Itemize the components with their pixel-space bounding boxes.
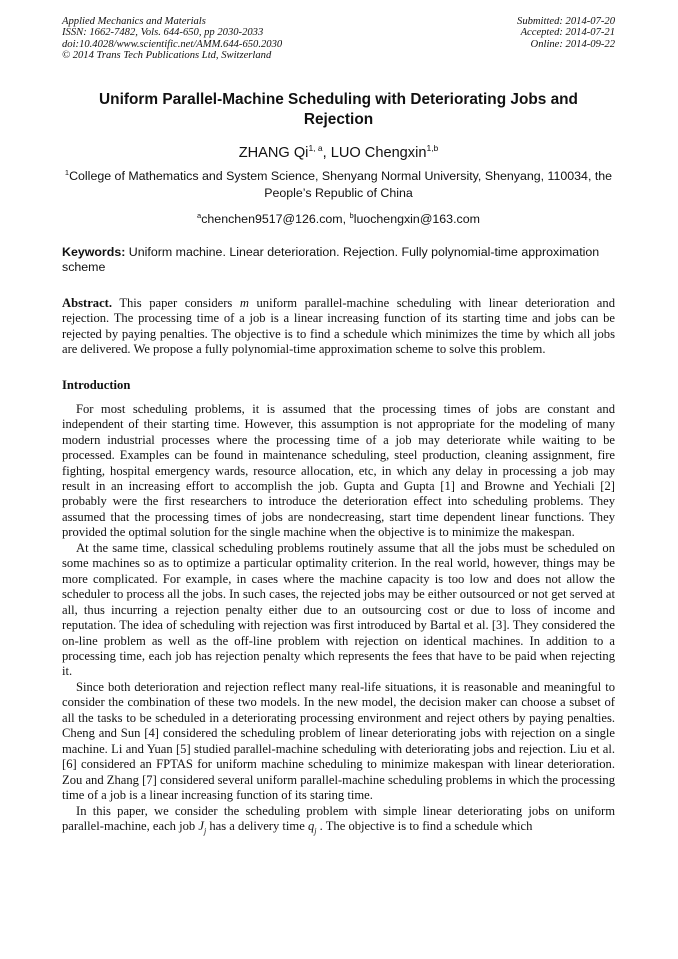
email-a[interactable]: chenchen9517@126.com <box>201 211 343 226</box>
abstract-pre: This paper considers <box>112 295 240 310</box>
p4-mid: has a delivery time <box>206 819 308 833</box>
keywords-label: Keywords: <box>62 244 126 259</box>
abstract <box>62 296 615 358</box>
intro-paragraph-1: For most scheduling problems, it is assumed that the processing times of jobs are constant and independent of their starting time. However, this assumption is not appropriate for the modeling of many modern industrial processes where the processing time of a job may deteriorate while waiting to be processed. Examples can be found in maintenance scheduling, steel production, cleaning assignment, fire fighting, hospital emergency wards, resource allocation, etc, in which any delay in processing a job may result in an increasing effort to accomplish the job. Gupta and Gupta [1] and Browne and Yechiali [2] probably were the first researchers to introduce the deterioration effect into scheduling problems. They assumed that the processing times of jobs are nondecreasing, start time dependent linear functions. They provided the optimal solution for the single machine when the objective is to minimize the makespan. <box>62 401 615 540</box>
abstract-var-m: m <box>239 295 249 310</box>
paper-page <box>62 16 615 839</box>
accepted-date: Accepted: 2014-07-21 <box>520 27 615 39</box>
intro-paragraph-4 <box>62 804 615 839</box>
email-b[interactable]: luochengxin@163.com <box>353 211 480 226</box>
email-sep: , <box>342 211 350 226</box>
author-sep: , <box>322 144 331 161</box>
authors <box>62 139 615 162</box>
affiliation <box>62 165 615 200</box>
affiliation-sup: 1 <box>64 168 70 178</box>
p4-sub-j: j <box>203 826 207 836</box>
intro-paragraph-3: Since both deterioration and rejection reflect many real-life situations, it is reasonable and meaningful to consider the combination of these two models. In the new model, the decision maker can choose a subset of all the tasks to be scheduled in a deteriorating processing environment and reject others by paying penalties. Cheng and Sun [4] considered the scheduling problem of linear deteriorating jobs with rejection on a single machine. Li and Yuan [5] studied parallel-machine scheduling with deteriorating jobs and rejection. Liu et al. [6] considered an FPTAS for uniform machine scheduling to minimize makespan with linear deterioration. Zou and Zhang [7] considered several uniform parallel-machine scheduling problems in which the processing time of a job is a linear increasing function of its staring time. <box>62 679 615 803</box>
email-a-sup: a <box>197 210 202 220</box>
author-2-sup: 1,b <box>426 142 439 153</box>
keywords <box>62 245 615 276</box>
issn-line: ISSN: 1662-7482, Vols. 644-650, pp 2030-2033 <box>62 27 264 39</box>
journal-name: Applied Mechanics and Materials <box>62 16 206 27</box>
section-heading-introduction: Introduction <box>62 378 131 393</box>
introduction-body <box>62 402 615 839</box>
doi-line: doi:10.4028/www.scientific.net/AMM.644-650.2030 <box>62 38 283 50</box>
dates-info <box>517 16 615 62</box>
abstract-label: Abstract. <box>62 295 113 310</box>
affiliation-text: College of Mathematics and System Science, Shenyang Normal University, Shenyang, 110034, the People’s Republic of China <box>69 169 613 200</box>
online-date: Online: 2014-09-22 <box>530 38 615 50</box>
author-emails <box>62 208 615 227</box>
journal-info <box>62 16 282 62</box>
author-1-sup: 1, a <box>308 142 323 153</box>
submitted-date: Submitted: 2014-07-20 <box>517 16 615 27</box>
title-line-2: Rejection <box>303 110 374 128</box>
title-line-1: Uniform Parallel-Machine Scheduling with Deteriorating Jobs and <box>99 90 578 108</box>
author-2: LUO Chengxin <box>330 144 427 161</box>
p4-var-J: J <box>198 819 204 833</box>
abstract-post: uniform parallel-machine scheduling with linear deterioration and rejection. The processing time of a job is a linear increasing function of its starting time and jobs can be rejected by paying penalties. The objective is to find a schedule which minimizes the time by which all jobs are delivered. We propose a fully polynomial-time approximation scheme to solve this problem. <box>62 295 615 356</box>
p4-post: . The objective is to find a schedule which <box>316 819 533 833</box>
p4-var-q: q <box>307 819 315 833</box>
author-1: ZHANG Qi <box>238 144 309 161</box>
paper-title <box>62 90 615 130</box>
email-b-sup: b <box>349 210 354 220</box>
keywords-text: Uniform machine. Linear deterioration. Rejection. Fully polynomial-time approximation scheme <box>62 244 600 275</box>
journal-header <box>62 16 615 62</box>
copyright-line: © 2014 Trans Tech Publications Ltd, Switzerland <box>62 50 272 62</box>
p4-pre: In this paper, we consider the scheduling problem with simple linear deteriorating jobs on uniform parallel-machine, each job <box>62 803 615 833</box>
intro-paragraph-2: At the same time, classical scheduling problems routinely assume that all the jobs must be scheduled on some machines so as to optimize a particular optimality criterion. In the real world, however, things may be more complicated. For example, in cases where the machine capacity is too low and does not allow the scheduler to process all the jobs. In such cases, the rejected jobs may be either outsourced or not get served at all, thus incurring a rejection penalty either due to an outsourcing cost or due to loss of income and reputation. The idea of scheduling with rejection was first introduced by Bartal et al. [3]. They considered the on-line problem as well as the off-line problem with rejection on identical machines. In addition to a processing time, each job has rejection penalty which represents the fees that have to be paid when rejecting it. <box>62 540 615 679</box>
p4-sub-j2: j <box>314 826 317 836</box>
